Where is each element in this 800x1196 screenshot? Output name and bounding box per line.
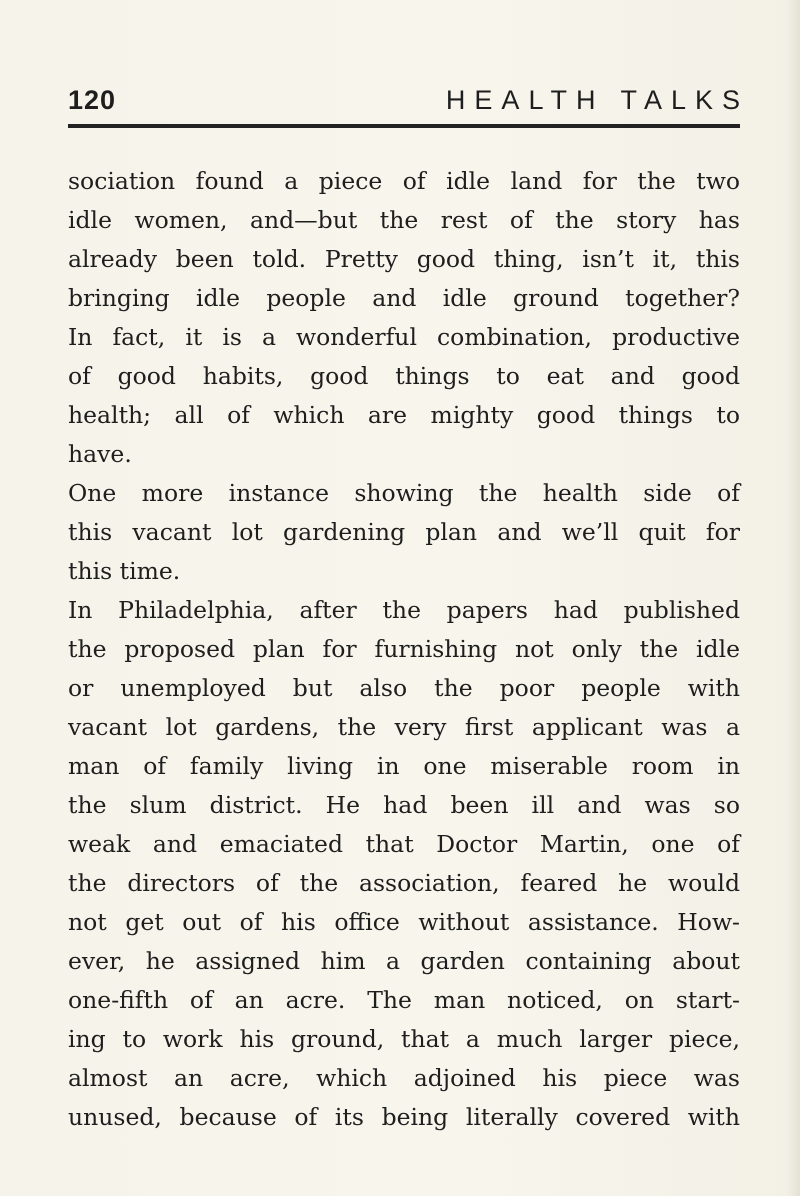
page-number: 120 — [68, 85, 117, 115]
text-line: In Philadelphia, after the papers had published — [68, 596, 740, 624]
text-line: idle women, and—but the rest of the story has — [68, 206, 740, 234]
text-line: one-fifth of an acre. The man noticed, on start- — [68, 986, 740, 1014]
text-line: unused, because of its being literally covered with — [68, 1103, 740, 1131]
text-line: One more instance showing the health side of — [68, 479, 740, 507]
running-head: HEALTH TALKS — [445, 85, 749, 115]
text-line: In fact, it is a wonderful combination, productive — [68, 323, 740, 351]
text-line: not get out of his office without assistance. How- — [68, 908, 740, 936]
text-line: almost an acre, which adjoined his piece was — [68, 1064, 740, 1092]
text-line: vacant lot gardens, the very first applicant was a — [68, 713, 740, 741]
text-line: this time. — [68, 557, 181, 585]
text-line: sociation found a piece of idle land for the two — [68, 167, 740, 195]
page-edge-shadow — [786, 0, 800, 1196]
text-line: this vacant lot gardening plan and we’ll quit for — [68, 518, 740, 546]
text-line: the directors of the association, feared he would — [68, 869, 740, 897]
text-line: of good habits, good things to eat and good — [68, 362, 740, 390]
text-line: health; all of which are mighty good things to — [68, 401, 740, 429]
text-line: already been told. Pretty good thing, isn’t it, this — [68, 245, 740, 273]
text-line: the slum district. He had been ill and was so — [68, 791, 740, 819]
page-header — [68, 80, 749, 124]
text-line: ing to work his ground, that a much larger piece, — [68, 1025, 740, 1053]
header-rule — [68, 124, 740, 128]
text-line: bringing idle people and idle ground together? — [68, 284, 740, 312]
text-line: weak and emaciated that Doctor Martin, one of — [68, 830, 740, 858]
text-line: have. — [68, 440, 132, 468]
text-line: man of family living in one miserable room in — [68, 752, 740, 780]
text-line: or unemployed but also the poor people with — [68, 674, 740, 702]
text-line: ever, he assigned him a garden containing about — [68, 947, 740, 975]
text-line: the proposed plan for furnishing not only the idle — [68, 635, 740, 663]
body-text — [68, 162, 740, 1137]
